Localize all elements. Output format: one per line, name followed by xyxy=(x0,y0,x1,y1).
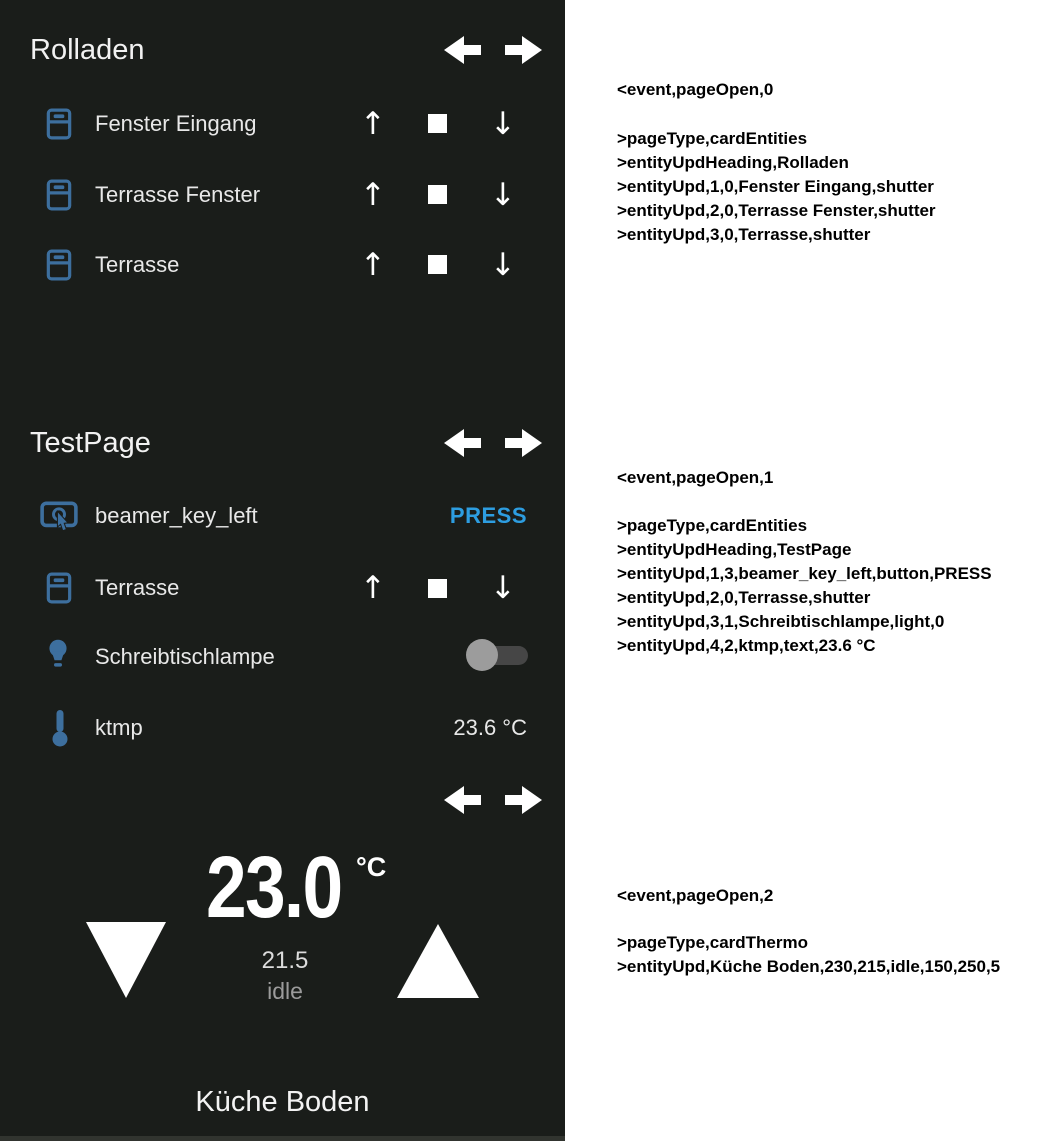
toggle-knob xyxy=(466,639,498,671)
temperature-unit: °C xyxy=(356,852,387,882)
log-line: >entityUpd,2,0,Terrasse,shutter xyxy=(617,588,871,607)
thermo-title: Küche Boden xyxy=(195,1086,370,1118)
hvac-state: idle xyxy=(267,978,303,1004)
entity-label: Terrasse xyxy=(95,575,180,600)
log-event-line: <event,pageOpen,0 xyxy=(617,80,774,99)
log-line: >entityUpd,3,0,Terrasse,shutter xyxy=(617,225,871,244)
log-line: >pageType,cardEntities xyxy=(617,129,808,148)
lightbulb-icon xyxy=(44,638,72,675)
shutter-down-icon[interactable]: ↓ xyxy=(490,177,516,213)
light-toggle[interactable] xyxy=(466,638,528,672)
shutter-up-icon[interactable]: ↑ xyxy=(360,247,386,283)
log-line: >entityUpdHeading,Rolladen xyxy=(617,153,849,172)
shutter-stop-icon[interactable] xyxy=(428,255,447,274)
log-line: >entityUpd,1,0,Fenster Eingang,shutter xyxy=(617,177,934,196)
log-line: >entityUpd,Küche Boden,230,215,idle,150,250,5 xyxy=(617,957,1001,976)
log-event-line: <event,pageOpen,2 xyxy=(617,886,774,905)
entity-label: Terrasse Fenster xyxy=(95,182,261,207)
shutter-icon xyxy=(46,572,72,609)
log-line: >pageType,cardEntities xyxy=(617,516,808,535)
shutter-down-icon[interactable]: ↓ xyxy=(490,570,516,606)
shutter-up-icon[interactable]: ↑ xyxy=(360,106,386,142)
card-heading: TestPage xyxy=(30,427,151,459)
nav-next-icon[interactable] xyxy=(505,785,543,820)
shutter-down-icon[interactable]: ↓ xyxy=(490,106,516,142)
nav-prev-icon[interactable] xyxy=(443,428,481,463)
nav-prev-icon[interactable] xyxy=(443,785,481,820)
log-line: >pageType,cardThermo xyxy=(617,933,808,952)
nav-next-icon[interactable] xyxy=(505,428,543,463)
press-button[interactable]: PRESS xyxy=(449,503,527,528)
shutter-icon xyxy=(46,249,72,286)
shutter-stop-icon[interactable] xyxy=(428,579,447,598)
log-line: >entityUpd,1,3,beamer_key_left,button,PRESS xyxy=(617,564,992,583)
shutter-up-icon[interactable]: ↑ xyxy=(360,177,386,213)
nav-prev-icon[interactable] xyxy=(443,35,481,70)
current-temperature: 23.0 xyxy=(206,839,342,936)
shutter-stop-icon[interactable] xyxy=(428,185,447,204)
entity-label: Terrasse xyxy=(95,252,180,277)
entity-label: ktmp xyxy=(95,715,143,740)
card-heading: Rolladen xyxy=(30,34,145,66)
gesture-tap-button-icon xyxy=(40,500,78,539)
panel-bottom-edge xyxy=(0,1136,565,1141)
entity-label: beamer_key_left xyxy=(95,503,258,528)
log-line: >entityUpd,2,0,Terrasse Fenster,shutter xyxy=(617,201,936,220)
shutter-stop-icon[interactable] xyxy=(428,114,447,133)
shutter-icon xyxy=(46,179,72,216)
log-event-line: <event,pageOpen,1 xyxy=(617,468,774,487)
log-line: >entityUpdHeading,TestPage xyxy=(617,540,852,559)
shutter-up-icon[interactable]: ↑ xyxy=(360,570,386,606)
temp-up-button[interactable] xyxy=(397,924,479,998)
entity-label: Schreibtischlampe xyxy=(95,644,275,669)
shutter-icon xyxy=(46,108,72,145)
thermometer-icon xyxy=(48,708,72,753)
log-line: >entityUpd,3,1,Schreibtischlampe,light,0 xyxy=(617,612,945,631)
nav-next-icon[interactable] xyxy=(505,35,543,70)
shutter-down-icon[interactable]: ↓ xyxy=(490,247,516,283)
entity-label: Fenster Eingang xyxy=(95,111,257,136)
temp-down-button[interactable] xyxy=(86,922,166,998)
log-line: >entityUpd,4,2,ktmp,text,23.6 °C xyxy=(617,636,876,655)
target-temperature: 21.5 xyxy=(261,947,309,974)
sensor-value: 23.6 °C xyxy=(453,715,527,740)
